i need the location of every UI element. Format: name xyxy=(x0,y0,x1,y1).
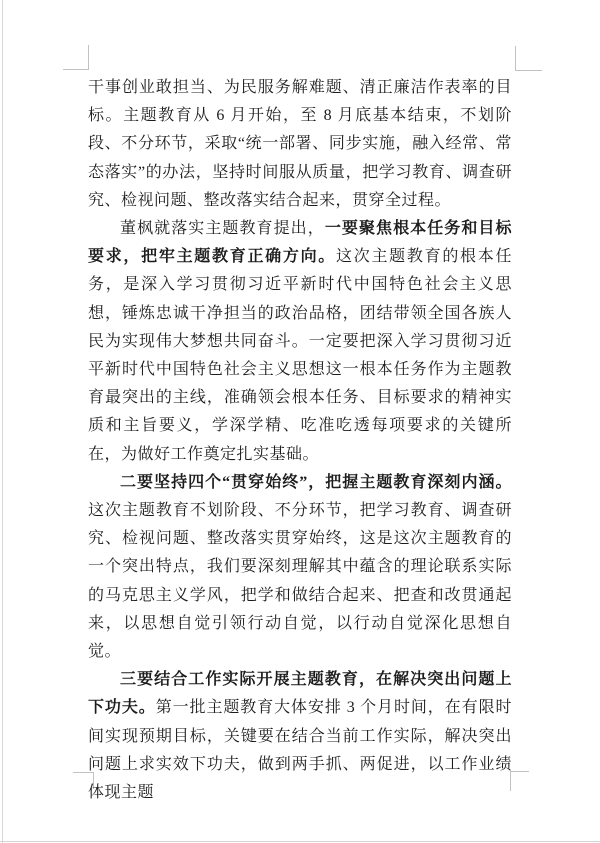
paragraph-1 xyxy=(88,74,512,215)
paragraph-2 xyxy=(88,215,512,469)
text-run: 这次主题教育不划阶段、不分环节，把学习教育、调查研究、检视问题、整改落实贯穿始终，这是这次主题教育的一个突出特点，我们要深刻理解其中蕴含的理论联系实际的马克思主义学风，把学和做结合起来、把查和改贯通起来，以思想自觉引领行动自觉，以行动自觉深化思想自觉。 xyxy=(88,502,512,661)
text-run: 第一批主题教育大体安排 3 个月时间，在有限时间实现预期目标，关键要在结合当前工作实际，解决突出问题上求实效下功夫，做到两手抓、两促进，以工作业绩体现主题 xyxy=(88,699,512,802)
bold-text-run: 一要聚焦根本任务和目标要求，把牢主题教育正确方向。 xyxy=(88,220,512,266)
page-left-edge-line xyxy=(2,0,3,843)
crop-mark-top-right xyxy=(515,46,542,71)
crop-mark-top-left xyxy=(63,45,89,70)
text-run: 这次主题教育的根本任务，是深入学习贯彻习近平新时代中国特色社会主义思想，锤炼忠诚干净担当的政治品格，团结带领全国各族人民为实现伟大梦想共同奋斗。一定要把深入学习贯彻习近平新时代中国特色社会主义思想这一根本任务作为主题教育最突出的主线，准确领会根本任务、目标要求的精神实质和主旨要义，学深学精、吃准吃透每项要求的关键所在，为做好工作奠定扎实基础。 xyxy=(88,248,512,463)
bold-text-run: 三要结合工作实际开展主题教育，在解决突出问题上下功夫。 xyxy=(88,671,512,717)
paragraph-3 xyxy=(88,469,512,666)
paragraph-4 xyxy=(88,666,512,807)
document-text-body xyxy=(88,74,512,807)
crop-mark-bottom-right xyxy=(510,771,529,791)
page-bottom-edge-line xyxy=(0,841,600,842)
bold-text-run: 二要坚持四个“贯穿始终”，把握主题教育深刻内涵。 xyxy=(120,473,512,491)
text-run: 干事创业敢担当、为民服务解难题、清正廉洁作表率的目标。主题教育从 6 月开始，至 8 月底基本结束，不划阶段、不分环节，采取“统一部署、同步实施，融入经常、常态落实”的办法，坚持时间服从质量，把学习教育、调查研究、检视问题、整改落实结合起来，贯穿全过程。 xyxy=(88,79,512,209)
text-run: 董枫就落实主题教育提出， xyxy=(120,220,325,238)
